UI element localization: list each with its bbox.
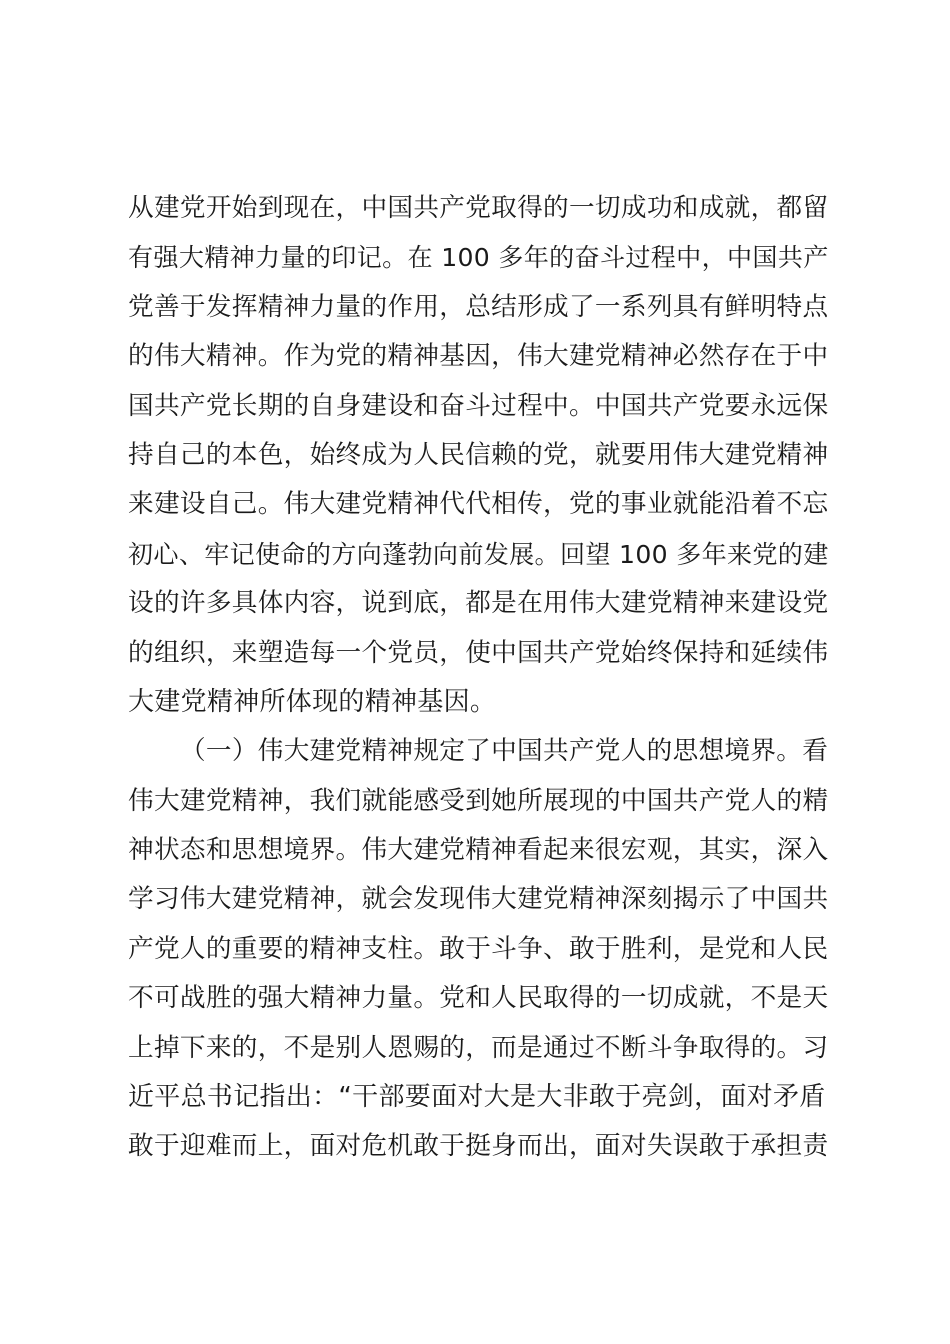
text-line: 产党人的重要的精神支柱。敢于斗争、敢于胜利，是党和人民: [128, 933, 829, 964]
text-line: 伟大建党精神，我们就能感受到她所展现的中国共产党人的精: [128, 785, 829, 816]
text-line: 不可战胜的强大精神力量。党和人民取得的一切成就，不是天: [128, 983, 829, 1014]
text-line: 大建党精神所体现的精神基因。: [128, 686, 497, 717]
text-line: 初心、牢记使命的方向蓬勃向前发展。回望 100 多年来党的建: [128, 539, 829, 569]
text-line: 从建党开始到现在，中国共产党取得的一切成功和成就，都留: [128, 193, 829, 223]
text-line: 国共产党长期的自身建设和奋斗过程中。中国共产党要永远保: [128, 390, 829, 421]
text-line: 来建设自己。伟大建党精神代代相传，党的事业就能沿着不忘: [128, 489, 829, 520]
text-line: 持自己的本色，始终成为人民信赖的党，就要用伟大建党精神: [128, 439, 829, 470]
text-line: 上掉下来的，不是别人恩赐的，而是通过不断斗争取得的。习: [128, 1032, 829, 1063]
text-line: 党善于发挥精神力量的作用，总结形成了一系列具有鲜明特点: [128, 291, 829, 322]
text-line: 敢于迎难而上，面对危机敢于挺身而出，面对失误敢于承担责: [128, 1131, 829, 1162]
document-body: [128, 184, 832, 1172]
text-line: 神状态和思想境界。伟大建党精神看起来很宏观，其实，深入: [128, 835, 829, 866]
section-heading-line: （一）伟大建党精神规定了中国共产党人的思想境界。看: [180, 736, 829, 767]
text-line: 设的许多具体内容，说到底，都是在用伟大建党精神来建设党: [128, 588, 829, 619]
text-line: 有强大精神力量的印记。在 100 多年的奋斗过程中，中国共产: [128, 243, 829, 273]
text-line: 学习伟大建党精神，就会发现伟大建党精神深刻揭示了中国共: [128, 884, 829, 915]
paragraph-2: [128, 727, 832, 1172]
text-line: 近平总书记指出：“干部要面对大是大非敢于亮剑，面对矛盾: [128, 1082, 826, 1113]
text-line: 的伟大精神。作为党的精神基因，伟大建党精神必然存在于中: [128, 341, 829, 372]
paragraph-1: [128, 184, 832, 727]
text-line: 的组织，来塑造每一个党员，使中国共产党始终保持和延续伟: [128, 637, 829, 668]
